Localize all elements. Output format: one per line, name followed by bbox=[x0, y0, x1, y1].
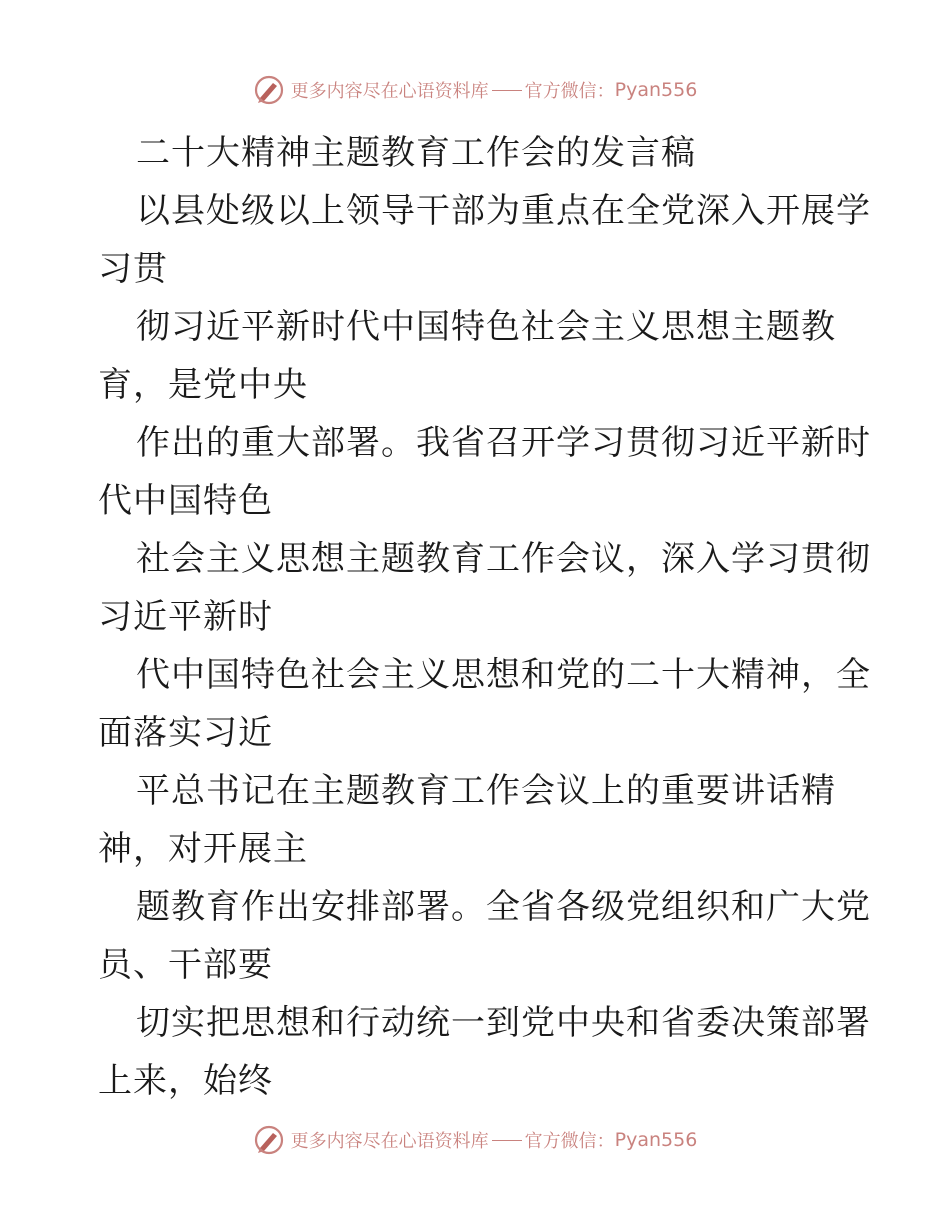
text-line: 社会主义思想主题教育工作会议，深入学习贯彻 bbox=[136, 539, 871, 579]
text-line: 作出的重大部署。我省召开学习贯彻习近平新时 bbox=[136, 423, 871, 463]
watermark-main-text: 更多内容尽在心语资料库 bbox=[290, 81, 489, 102]
pen-logo-icon bbox=[253, 1124, 285, 1156]
footer-watermark bbox=[0, 1120, 950, 1160]
watermark-dash bbox=[492, 90, 522, 91]
watermark-main-text: 更多内容尽在心语资料库 bbox=[290, 1131, 489, 1152]
watermark-wechat-label: 官方微信： bbox=[524, 1131, 615, 1152]
watermark-wechat-label: 官方微信： bbox=[524, 81, 615, 102]
text-line: 代中国特色社会主义思想和党的二十大精神，全 bbox=[136, 655, 871, 695]
text-line: 题教育作出安排部署。全省各级党组织和广大党 bbox=[136, 887, 871, 927]
watermark-wechat-id: Pyan556 bbox=[614, 79, 698, 101]
watermark-wechat-id: Pyan556 bbox=[614, 1129, 698, 1151]
text-line: 面落实习近 bbox=[98, 713, 273, 753]
watermark-dash bbox=[492, 1140, 522, 1141]
text-line: 员、干部要 bbox=[98, 945, 273, 985]
text-line: 神，对开展主 bbox=[98, 829, 308, 869]
document-title: 二十大精神主题教育工作会的发言稿 bbox=[136, 133, 696, 173]
text-line: 切实把思想和行动统一到党中央和省委决策部署 bbox=[136, 1003, 871, 1043]
text-line: 以县处级以上领导干部为重点在全党深入开展学 bbox=[136, 191, 871, 231]
text-line: 习贯 bbox=[98, 249, 168, 289]
text-line: 平总书记在主题教育工作会议上的重要讲话精 bbox=[136, 771, 836, 811]
text-line: 彻习近平新时代中国特色社会主义思想主题教 bbox=[136, 307, 836, 347]
text-line: 代中国特色 bbox=[98, 481, 273, 521]
text-line: 习近平新时 bbox=[98, 597, 273, 637]
document-body bbox=[98, 124, 871, 1110]
pen-logo-icon bbox=[253, 74, 285, 106]
header-watermark bbox=[0, 70, 950, 110]
text-line: 育，是党中央 bbox=[98, 365, 308, 405]
text-line: 上来，始终 bbox=[98, 1061, 273, 1101]
